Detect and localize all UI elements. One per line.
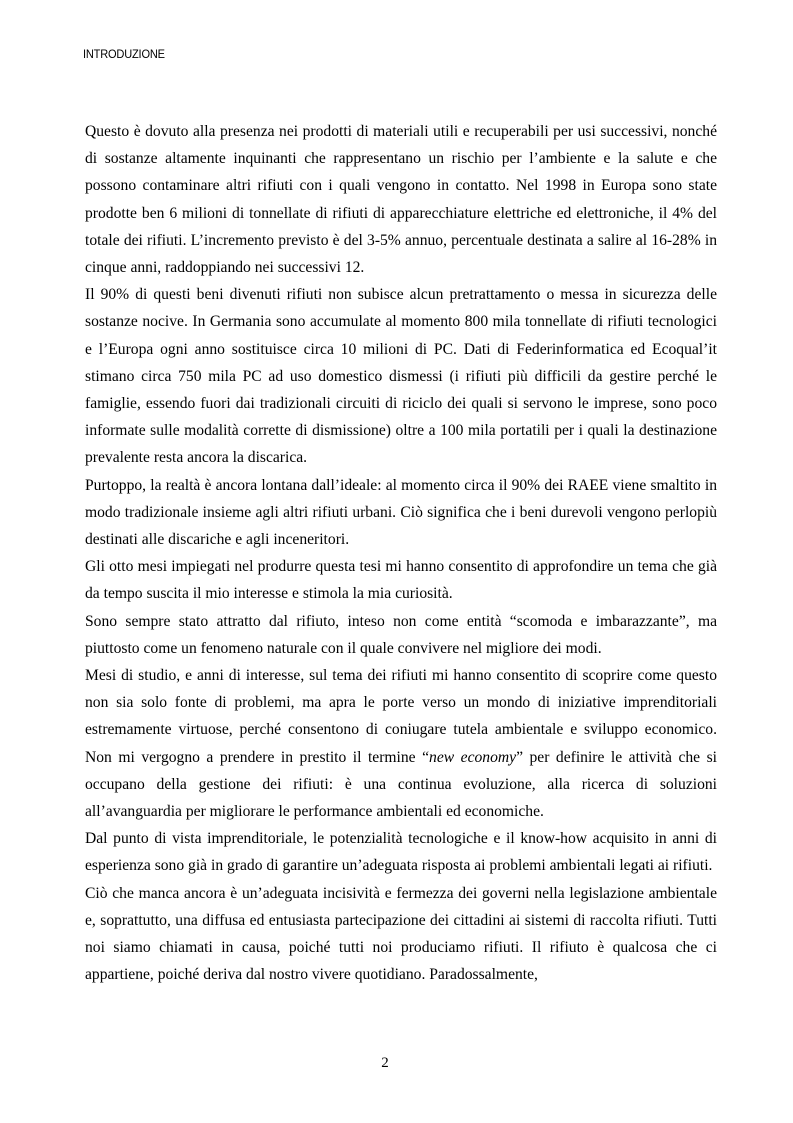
paragraph-7: Dal punto di vista imprenditoriale, le potenzialità tecnologiche e il know-how acquisito in anni di esperienza sono già in grado di garantire un’adeguata risposta ai problemi ambientali legati ai rifiuti.	[85, 830, 717, 875]
paragraph-6-text-after: ” per definire le attività che si occupano della gestione dei rifiuti: è una continua evoluzione, alla ricerca di soluzioni all’avanguardia per migliorare le performance ambientali ed economiche.	[85, 748, 718, 821]
paragraph-5: Sono sempre stato attratto dal rifiuto, inteso non come entità “scomoda e imbarazzante”, ma piuttosto come un fenomeno naturale con il quale convivere nel migliore dei modi.	[85, 612, 717, 657]
paragraph-3: Purtoppo, la realtà è ancora lontana dall’ideale: al momento circa il 90% dei RAEE viene smaltito in modo tradizionale insieme agli altri rifiuti urbani. Ciò significa che i beni durevoli vengono perlopiù destinati alle discariche e agli inceneritori.	[85, 476, 717, 549]
paragraph-2: Il 90% di questi beni divenuti rifiuti non subisce alcun pretrattamento o messa in sicurezza delle sostanze nocive. In Germania sono accumulate al momento 800 mila tonnellate di rifiuti tecnologici e l’Europa ogni anno sostituisce circa 10 milioni di PC. Dati di Federinformatica ed Ecoqual’it stimano circa 750 mila PC ad uso domestico dismessi (i rifiuti più difficili da gestire perché le famiglie, essendo fuori dai tradizionali circuiti di riciclo dei quali si servono le imprese, sono poco informate sulle modalità corrette di dismissione) oltre a 100 mila portatili per i quali la destinazione prevalente resta ancora la discarica.	[85, 286, 717, 467]
body-text	[85, 118, 717, 989]
running-header: INTRODUZIONE	[83, 47, 165, 61]
paragraph-1: Questo è dovuto alla presenza nei prodotti di materiali utili e recuperabili per usi successivi, nonché di sostanze altamente inquinanti che rappresentano un rischio per l’ambiente e la salute e che possono contaminare altri rifiuti con i quali vengono in contatto. Nel 1998 in Europa sono state prodotte ben 6 milioni di tonnellate di rifiuti di apparecchiature elettriche ed elettroniche, il 4% del totale dei rifiuti. L’incremento previsto è del 3-5% annuo, percentuale destinata a salire al 16-28% in cinque anni, raddoppiando nei successivi 12.	[85, 123, 717, 277]
page-number: 2	[381, 1055, 389, 1071]
emphasized-term: new economy	[429, 748, 517, 766]
paragraph-4: Gli otto mesi impiegati nel produrre questa tesi mi hanno consentito di approfondire un tema che già da tempo suscita il mio interesse e stimola la mia curiosità.	[85, 558, 717, 603]
paragraph-6	[85, 662, 717, 825]
paragraph-8: Ciò che manca ancora è un’adeguata incisività e fermezza dei governi nella legislazione ambientale e, soprattutto, una diffusa ed entusiasta partecipazione dei cittadini ai sistemi di raccolta rifiuti. Tutti noi siamo chiamati in causa, poiché tutti noi produciamo rifiuti. Il rifiuto è qualcosa che ci appartiene, poiché deriva dal nostro vivere quotidiano. Paradossalmente,	[85, 884, 717, 984]
paragraph-6-text-before: Mesi di studio, e anni di interesse, sul tema dei rifiuti mi hanno consentito di scoprire come questo non sia solo fonte di problemi, ma apra le porte verso un mondo di iniziative imprenditoriali estremamente virtuose, perché consentono di coniugare tutela ambientale e sviluppo economico. Non mi vergogno a prendere in prestito il termine “	[85, 667, 717, 766]
